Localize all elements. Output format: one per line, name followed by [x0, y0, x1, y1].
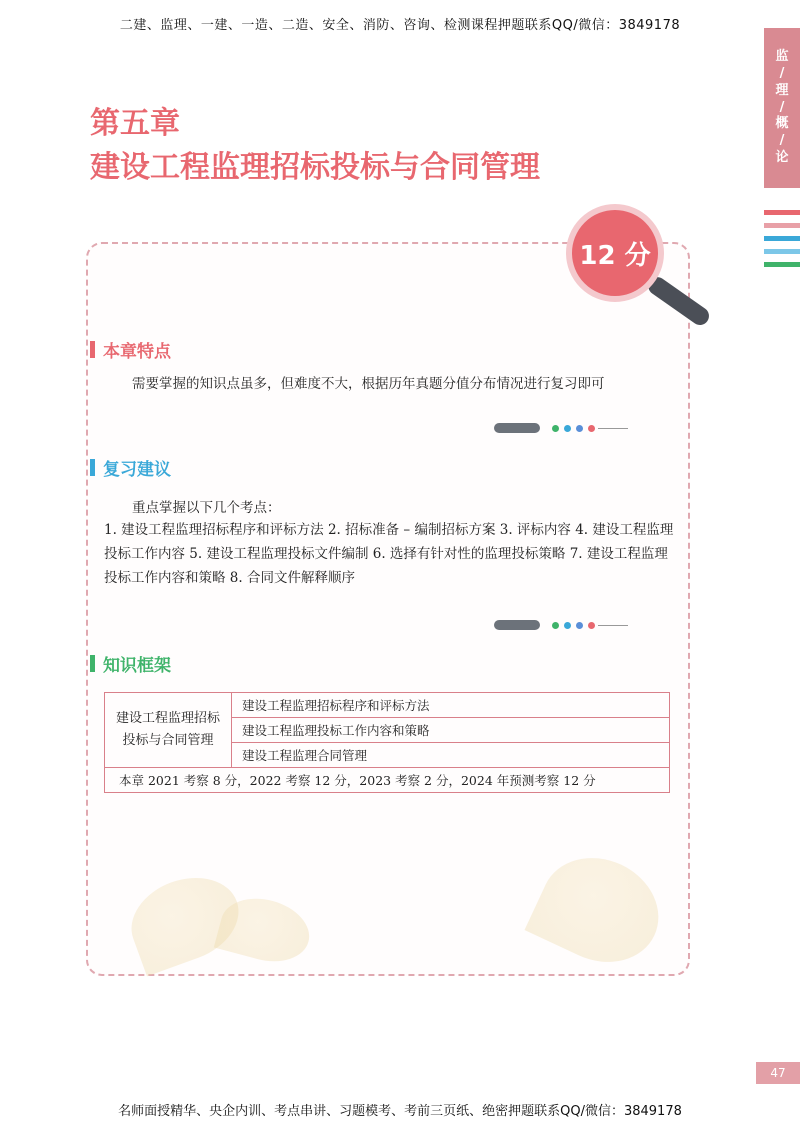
stripe-light-blue — [764, 249, 800, 254]
framework-item: 建设工程监理合同管理 — [232, 743, 670, 768]
side-tab-char: / — [779, 133, 785, 149]
review-points: 1. 建设工程监理招标程序和评标方法 2. 招标准备 – 编制招标方案 3. 评标内容 4. 建设工程监理投标工作内容 5. 建设工程监理投标文件编制 6. 选择有针对性的监理投标策略 7. 建设工程监理投标工作内容和策略 8. 合同文件解释顺序 — [104, 522, 674, 586]
section-framework-heading — [90, 651, 171, 676]
knowledge-framework-table — [104, 692, 670, 793]
divider-line — [598, 625, 628, 626]
divider-dot — [588, 425, 595, 432]
score-badge: 12 分 — [566, 204, 664, 302]
side-tab-char: / — [779, 99, 785, 115]
side-tab — [764, 28, 800, 188]
section-divider — [494, 422, 634, 436]
section-review-heading — [90, 455, 171, 480]
framework-footer: 本章 2021 考察 8 分，2022 考察 12 分，2023 考察 2 分，2024 年预测考察 12 分 — [105, 768, 670, 793]
chapter-title: 建设工程监理招标投标与合同管理 — [90, 150, 540, 185]
bottom-banner: 名师面授精华、央企内训、考点串讲、习题模考、考前三页纸、绝密押题联系QQ/微信：3849178 — [118, 1104, 682, 1119]
divider-dot — [564, 425, 571, 432]
side-tab-char: 理 — [775, 82, 789, 98]
divider-dot — [588, 622, 595, 629]
divider-pill — [494, 620, 540, 630]
section-title: 本章特点 — [103, 342, 171, 362]
section-marker — [90, 341, 95, 358]
table-row — [105, 693, 670, 718]
side-tab-char: 监 — [775, 48, 789, 64]
top-banner: 二建、监理、一建、一造、二造、安全、消防、咨询、检测课程押题联系QQ/微信：3849178 — [119, 18, 681, 33]
side-tab-char: 论 — [775, 150, 789, 166]
divider-dot — [576, 622, 583, 629]
stripe-pink — [764, 223, 800, 228]
section-features-heading — [90, 337, 171, 362]
divider-dot — [552, 622, 559, 629]
section-marker — [90, 459, 95, 476]
framework-item: 建设工程监理投标工作内容和策略 — [232, 718, 670, 743]
divider-dot — [564, 622, 571, 629]
stripe-green — [764, 262, 800, 267]
framework-item: 建设工程监理招标程序和评标方法 — [232, 693, 670, 718]
side-color-stripes — [764, 210, 800, 275]
section-title: 复习建议 — [103, 460, 171, 480]
divider-pill — [494, 423, 540, 433]
side-tab-char: / — [779, 65, 785, 81]
divider-dot — [552, 425, 559, 432]
section-title: 知识框架 — [103, 656, 171, 676]
features-text: 需要掌握的知识点虽多，但难度不大，根据历年真题分值分布情况进行复习即可 — [132, 376, 605, 392]
section-divider — [494, 619, 634, 633]
framework-main-topic: 建设工程监理招标投标与合同管理 — [105, 693, 232, 768]
side-tab-char: 概 — [775, 116, 789, 132]
section-marker — [90, 655, 95, 672]
stripe-blue — [764, 236, 800, 241]
stripe-red — [764, 210, 800, 215]
table-row — [105, 768, 670, 793]
review-intro: 重点掌握以下几个考点： — [132, 500, 281, 516]
chapter-number: 第五章 — [90, 106, 180, 141]
divider-dot — [576, 425, 583, 432]
page-number: 47 — [756, 1062, 800, 1084]
divider-line — [598, 428, 628, 429]
